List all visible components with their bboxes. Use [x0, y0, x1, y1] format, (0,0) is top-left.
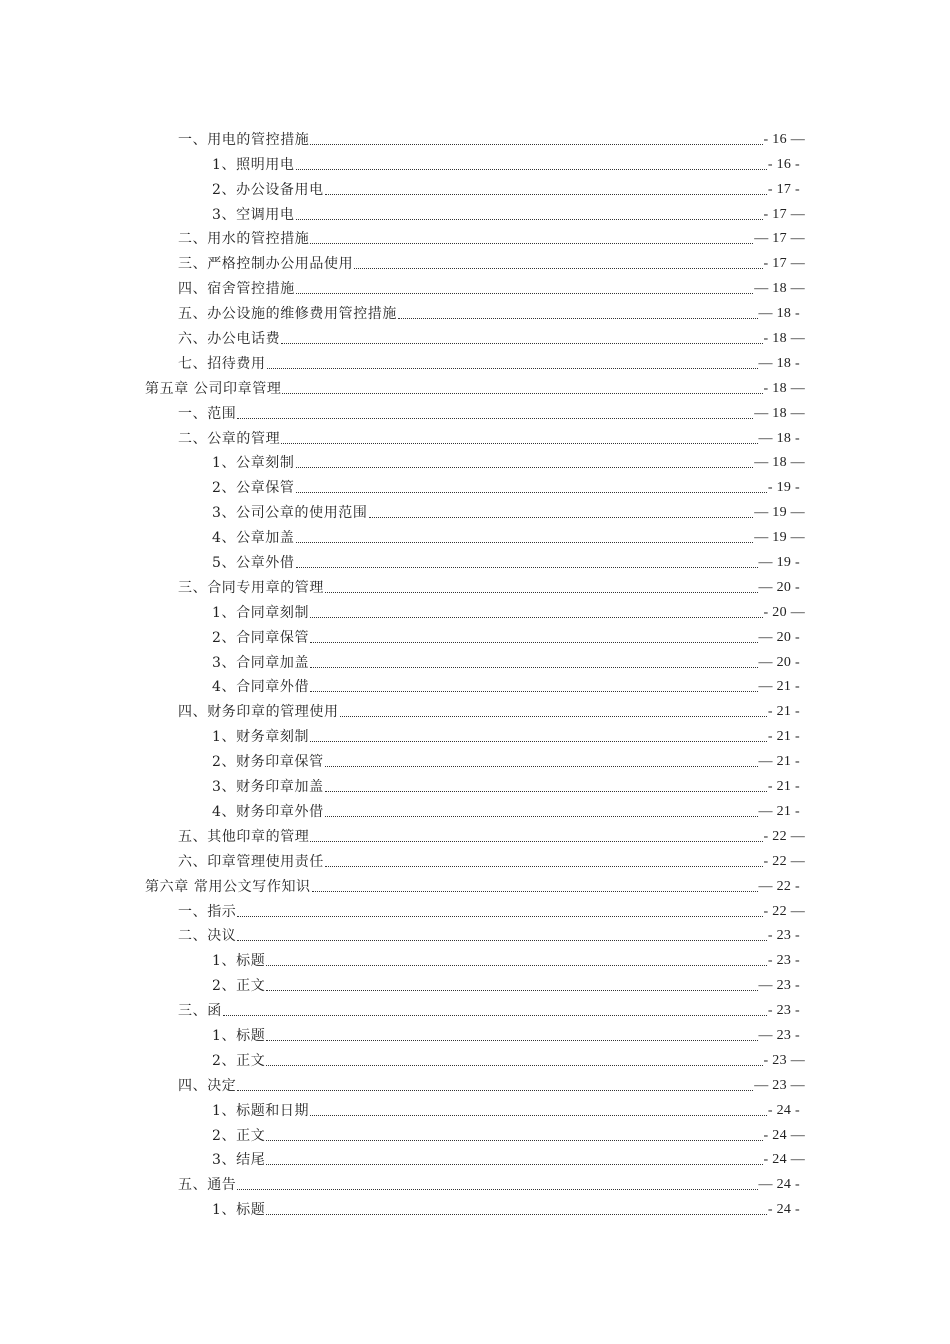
- toc-entry-page-number: — 20 -: [758, 629, 800, 645]
- toc-entry-title: 1、合同章刻制: [212, 604, 310, 621]
- toc-dot-leader: [266, 1040, 757, 1041]
- toc-entry[interactable]: [0, 547, 950, 572]
- toc-entry-page-number: — 21 -: [758, 679, 800, 695]
- toc-entry[interactable]: [0, 348, 950, 373]
- toc-entry-title: 二、决议: [178, 928, 237, 945]
- toc-dot-leader: [310, 1115, 767, 1116]
- toc-dot-leader: [296, 567, 758, 568]
- toc-dot-leader: [325, 791, 767, 792]
- toc-dot-leader: [369, 517, 754, 518]
- toc-entry-page-number: - 23 -: [767, 928, 800, 944]
- toc-dot-leader: [325, 816, 758, 817]
- toc-entry[interactable]: [0, 248, 950, 273]
- toc-entry-title: 2、正文: [212, 978, 266, 995]
- toc-entry-title: 3、合同章加盖: [212, 654, 310, 671]
- toc-entry[interactable]: [0, 298, 950, 323]
- toc-entry-page-number: — 24 -: [758, 1177, 800, 1193]
- toc-entry-page-number: — 22 -: [758, 878, 800, 894]
- toc-entry-title: 第六章 常用公文写作知识: [145, 878, 311, 895]
- toc-entry[interactable]: [0, 124, 950, 149]
- toc-entry-page-number: - 23 —: [763, 1052, 805, 1068]
- toc-dot-leader: [281, 443, 757, 444]
- toc-dot-leader: [281, 343, 762, 344]
- toc-entry-title: 一、用电的管控措施: [178, 131, 310, 148]
- toc-entry-title: 1、标题: [212, 1202, 266, 1219]
- toc-entry-title: 1、财务章刻制: [212, 729, 310, 746]
- toc-entry-title: 三、严格控制办公用品使用: [178, 256, 354, 273]
- toc-entry[interactable]: [0, 597, 950, 622]
- toc-dot-leader: [310, 841, 762, 842]
- toc-entry-title: 四、宿舍管控措施: [178, 281, 295, 298]
- toc-entry-title: 2、财务印章保管: [212, 754, 324, 771]
- toc-entry-page-number: — 19 —: [754, 530, 805, 546]
- toc-entry-title: 一、范围: [178, 405, 237, 422]
- toc-dot-leader: [310, 741, 767, 742]
- toc-dot-leader: [237, 1090, 753, 1091]
- toc-entry[interactable]: [0, 796, 950, 821]
- toc-entry-page-number: — 18 —: [754, 455, 805, 471]
- toc-entry-title: 四、决定: [178, 1077, 237, 1094]
- toc-entry-title: 六、印章管理使用责任: [178, 853, 324, 870]
- toc-entry-page-number: - 21 -: [767, 779, 800, 795]
- toc-entry-page-number: - 17 —: [763, 256, 805, 272]
- toc-entry[interactable]: [0, 572, 950, 597]
- toc-entry[interactable]: [0, 448, 950, 473]
- toc-entry-title: 2、办公设备用电: [212, 181, 324, 198]
- toc-entry[interactable]: [0, 1095, 950, 1120]
- toc-entry-title: 四、财务印章的管理使用: [178, 704, 339, 721]
- toc-entry[interactable]: [0, 871, 950, 896]
- toc-dot-leader: [296, 169, 767, 170]
- toc-dot-leader: [296, 219, 763, 220]
- toc-entry-title: 2、合同章保管: [212, 629, 310, 646]
- toc-entry[interactable]: [0, 398, 950, 423]
- toc-entry[interactable]: [0, 1070, 950, 1095]
- toc-entry-page-number: — 18 —: [754, 281, 805, 297]
- toc-entry[interactable]: [0, 896, 950, 921]
- toc-entry[interactable]: [0, 373, 950, 398]
- toc-entry[interactable]: [0, 821, 950, 846]
- toc-entry-title: 三、函: [178, 1003, 222, 1020]
- toc-entry-title: 六、办公电话费: [178, 331, 281, 348]
- toc-entry[interactable]: [0, 995, 950, 1020]
- toc-entry-title: 二、公章的管理: [178, 430, 281, 447]
- toc-entry-page-number: — 17 —: [754, 231, 805, 247]
- toc-entry-page-number: — 23 —: [754, 1077, 805, 1093]
- toc-entry-page-number: - 16 —: [763, 131, 805, 147]
- table-of-contents: [0, 124, 950, 1219]
- toc-entry-title: 第五章 公司印章管理: [145, 380, 282, 397]
- toc-entry-page-number: — 18 —: [754, 405, 805, 421]
- toc-entry-page-number: — 21 -: [758, 803, 800, 819]
- toc-entry-page-number: - 19 -: [767, 480, 800, 496]
- toc-dot-leader: [325, 766, 758, 767]
- toc-dot-leader: [266, 990, 757, 991]
- toc-entry-title: 2、公章保管: [212, 480, 295, 497]
- toc-entry-title: 3、结尾: [212, 1152, 266, 1169]
- toc-entry[interactable]: [0, 1120, 950, 1145]
- toc-entry[interactable]: [0, 199, 950, 224]
- toc-dot-leader: [266, 1065, 762, 1066]
- toc-entry[interactable]: [0, 273, 950, 298]
- toc-entry[interactable]: [0, 921, 950, 946]
- toc-entry-page-number: - 24 —: [763, 1152, 805, 1168]
- toc-entry[interactable]: [0, 721, 950, 746]
- toc-entry-title: 五、通告: [178, 1177, 237, 1194]
- toc-dot-leader: [266, 1214, 767, 1215]
- toc-dot-leader: [310, 667, 757, 668]
- toc-entry[interactable]: [0, 746, 950, 771]
- toc-entry[interactable]: [0, 497, 950, 522]
- toc-dot-leader: [312, 891, 758, 892]
- toc-entry-title: 三、合同专用章的管理: [178, 579, 324, 596]
- toc-entry-title: 3、公司公章的使用范围: [212, 505, 368, 522]
- toc-dot-leader: [282, 393, 762, 394]
- toc-entry[interactable]: [0, 647, 950, 672]
- toc-entry[interactable]: [0, 622, 950, 647]
- toc-entry-title: 3、财务印章加盖: [212, 779, 324, 796]
- toc-entry[interactable]: [0, 174, 950, 199]
- toc-entry-page-number: — 19 -: [758, 555, 800, 571]
- toc-entry-title: 4、合同章外借: [212, 679, 310, 696]
- toc-entry-title: 七、招待费用: [178, 355, 266, 372]
- toc-entry-page-number: - 16 -: [767, 156, 800, 172]
- toc-entry-page-number: — 18 -: [758, 355, 800, 371]
- toc-entry-page-number: — 21 -: [758, 754, 800, 770]
- toc-dot-leader: [310, 691, 757, 692]
- toc-entry-title: 4、公章加盖: [212, 530, 295, 547]
- toc-entry-title: 1、标题: [212, 953, 266, 970]
- toc-dot-leader: [296, 542, 754, 543]
- toc-entry-page-number: - 24 —: [763, 1127, 805, 1143]
- toc-entry[interactable]: [0, 846, 950, 871]
- toc-entry-page-number: - 17 —: [763, 206, 805, 222]
- toc-dot-leader: [237, 418, 753, 419]
- toc-entry-page-number: - 24 -: [767, 1102, 800, 1118]
- toc-entry-page-number: - 22 —: [763, 903, 805, 919]
- toc-entry-page-number: — 18 -: [758, 306, 800, 322]
- toc-dot-leader: [325, 866, 763, 867]
- toc-entry-title: 2、正文: [212, 1127, 266, 1144]
- toc-entry[interactable]: [0, 522, 950, 547]
- toc-entry[interactable]: [0, 672, 950, 697]
- toc-entry-page-number: - 22 —: [763, 853, 805, 869]
- toc-entry[interactable]: [0, 423, 950, 448]
- toc-entry[interactable]: [0, 1020, 950, 1045]
- toc-dot-leader: [340, 716, 767, 717]
- toc-entry[interactable]: [0, 970, 950, 995]
- toc-entry-title: 五、办公设施的维修费用管控措施: [178, 306, 397, 323]
- toc-entry[interactable]: [0, 771, 950, 796]
- toc-entry-page-number: — 20 -: [758, 654, 800, 670]
- toc-entry-title: 1、公章刻制: [212, 455, 295, 472]
- toc-entry-page-number: — 23 -: [758, 1027, 800, 1043]
- toc-entry[interactable]: [0, 1194, 950, 1219]
- toc-entry-title: 一、指示: [178, 903, 237, 920]
- toc-entry-page-number: - 23 -: [767, 953, 800, 969]
- toc-dot-leader: [310, 642, 757, 643]
- toc-entry[interactable]: [0, 472, 950, 497]
- toc-entry-title: 4、财务印章外借: [212, 803, 324, 820]
- toc-dot-leader: [354, 268, 762, 269]
- toc-entry-page-number: - 21 -: [767, 729, 800, 745]
- toc-dot-leader: [325, 194, 767, 195]
- toc-entry[interactable]: [0, 696, 950, 721]
- toc-dot-leader: [237, 1189, 757, 1190]
- toc-entry-title: 2、正文: [212, 1052, 266, 1069]
- toc-entry-page-number: - 21 -: [767, 704, 800, 720]
- toc-entry-page-number: - 23 -: [767, 1003, 800, 1019]
- toc-dot-leader: [267, 368, 758, 369]
- toc-entry-title: 二、用水的管控措施: [178, 231, 310, 248]
- toc-dot-leader: [310, 617, 762, 618]
- toc-dot-leader: [223, 1015, 767, 1016]
- toc-dot-leader: [310, 243, 753, 244]
- toc-entry-page-number: — 18 -: [758, 430, 800, 446]
- toc-entry-page-number: - 20 —: [763, 604, 805, 620]
- toc-entry-page-number: - 24 -: [767, 1202, 800, 1218]
- toc-entry-title: 1、照明用电: [212, 156, 295, 173]
- toc-entry[interactable]: [0, 1169, 950, 1194]
- toc-entry[interactable]: [0, 1145, 950, 1170]
- toc-entry-page-number: - 22 —: [763, 828, 805, 844]
- toc-entry-page-number: — 19 —: [754, 505, 805, 521]
- toc-dot-leader: [266, 1164, 762, 1165]
- toc-entry-page-number: - 18 —: [763, 331, 805, 347]
- toc-entry-page-number: — 23 -: [758, 978, 800, 994]
- toc-entry[interactable]: [0, 945, 950, 970]
- toc-entry-title: 五、其他印章的管理: [178, 828, 310, 845]
- toc-entry-title: 1、标题: [212, 1027, 266, 1044]
- toc-entry-page-number: — 20 -: [758, 579, 800, 595]
- toc-dot-leader: [325, 592, 758, 593]
- toc-dot-leader: [310, 144, 762, 145]
- toc-entry-page-number: - 18 —: [763, 380, 805, 396]
- toc-dot-leader: [237, 940, 766, 941]
- toc-entry[interactable]: [0, 1045, 950, 1070]
- toc-entry-title: 5、公章外借: [212, 555, 295, 572]
- toc-dot-leader: [398, 318, 758, 319]
- toc-dot-leader: [266, 965, 767, 966]
- toc-dot-leader: [266, 1140, 762, 1141]
- toc-dot-leader: [296, 492, 767, 493]
- toc-entry-title: 1、标题和日期: [212, 1102, 310, 1119]
- toc-dot-leader: [296, 467, 754, 468]
- toc-entry[interactable]: [0, 149, 950, 174]
- toc-entry[interactable]: [0, 323, 950, 348]
- toc-entry-title: 3、空调用电: [212, 206, 295, 223]
- toc-entry-page-number: - 17 -: [767, 181, 800, 197]
- toc-dot-leader: [237, 916, 762, 917]
- toc-entry[interactable]: [0, 224, 950, 249]
- toc-dot-leader: [296, 293, 753, 294]
